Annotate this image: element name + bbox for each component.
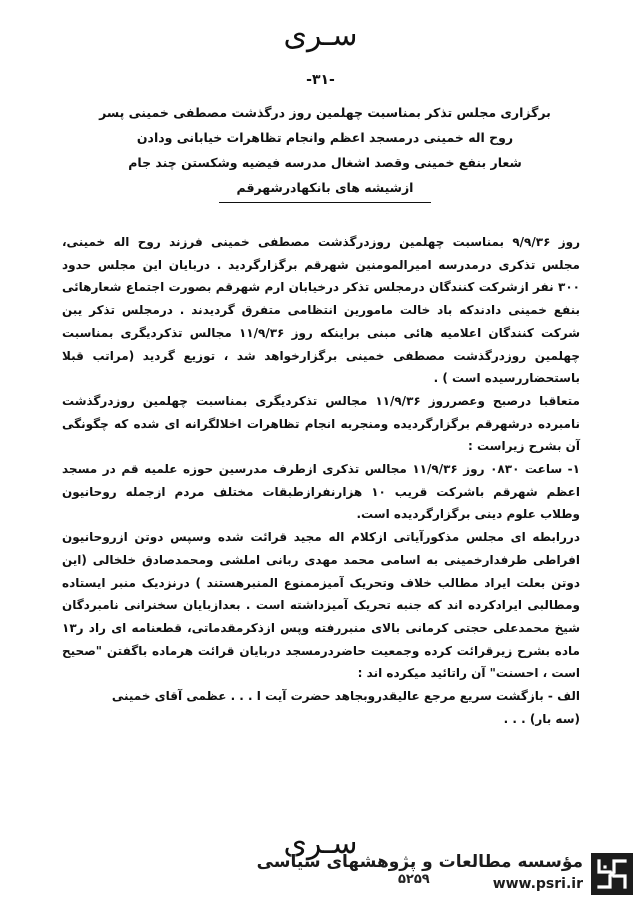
paragraph-1: روز ۹/۹/۳۶ بمناسبت چهلمین روزدرگذشت مصطفی خمینی فرزند روح اله خمینی، مجلس تذکری درمدرسه امیرالمومنین شهرقم برگزارگردید . دربایان این مجلس حدود ۳۰۰ نفر ازشرکت کنندگان درمجلس تذکر درخیابان ارم شهرقم بصورت اجتماع شعارهائی بنفع خمینی دادندکه باد خالت مامورین انتظامی متفرق گردیدند . درمجلس تذکر یبن شرکت کنندگان اعلامیه هائی مبنی براینکه روز ۱۱/۹/۳۶ مجالس تذکردیگری بمناسبت چهلمین روزدرگذشت مصطفی خمینی برگزارخواهد شد ، توزیع گردید (مراتب قبلا باستحضاررسیده است ) . [62,235,581,386]
bottom-page-number: ۵۲۵۹ [398,872,430,887]
page-label: -۳۱- [306,72,335,88]
paragraph-2: متعاقبا درصبح وعصرروز ۱۱/۹/۳۶ مجالس تذکردیگری بمناسبت چهلمین روزدرگذشت نامبرده درشهرقم برگزارگردیده ومنجربه انجام تظاهرات اخلالگرانه ای شده که چگونگی آن بشرح زیراست : [62,393,580,454]
document-heading [90,100,560,203]
heading-line-1: برگزاری مجلس تذکر بمناسبت چهلمین روز درگذشت مصطفی خمینی پسر [99,105,551,120]
paragraph-5: الف - بازگشت سریع مرجع عالیقدروبجاهد حضرت آیت ا . . . عظمی آقای خمینی [111,689,580,704]
heading-line-4: ازشیشه های بانکهادرشهرقم [219,175,432,203]
classification-bottom: سـری [283,826,358,861]
paragraph-3: ۱- ساعت ۰۸۳۰ روز ۱۱/۹/۳۶ مجالس تذکری ازطرف مدرسین حوزه علمیه قم در مسجد اعظم شهرقم باشرکت قریب ۱۰ هزارنفرازطبقات مختلف مردم ازجمله روحانیون وطلاب علوم دینی برگزارگردیده است. [62,462,580,522]
heading-line-3: شعار بنفع خمینی وقصد اشغال مدرسه فیضیه وشکستن چند جام [128,155,522,170]
psri-logo-icon [591,853,633,895]
heading-line-2: روح اله خمینی درمسجد اعظم وانجام تظاهرات خیابانی ودادن [136,130,514,145]
watermark-name: مؤسسه مطالعات و پژوهشهای سیاسی [256,852,583,872]
paragraph-6: (سه بار) . . . [503,711,580,726]
watermark-url: www.psri.ir [492,876,583,892]
watermark [256,846,641,900]
document-body [62,231,580,730]
paragraph-4: دررابطه ای مجلس مذکورآیاتی ازکلام اله مجید قرائت شده وسپس دوتن ازروحانیون افراطی طرفدارخمینی به اسامی محمد مهدی ربانی املشی ومحمدصادق خلخالی (این دوتن بعلت ایراد مطالب خلاف وتحریک آمیزممنوع المنبرهستند ) درنزدیک منبر ایستاده ومطالبی ایرادکرده اند که جنبه تحریک آمیزداشته است . بعدازبایان سخنرانی نامبردگان شیخ محمدعلی حجتی کرمانی بالای منبررفته وپس ازذکرمقدماتی، قطعنامه ای راد ر۱۳ ماده بشرح زیرقرائت کرده وجمعیت حاضردرمسجد دربایان قرائت هرماده باگفتن "صحیح است ، احسنت" آن راتائید میکرده اند : [62,530,580,681]
classification-top: سـری [283,18,358,53]
